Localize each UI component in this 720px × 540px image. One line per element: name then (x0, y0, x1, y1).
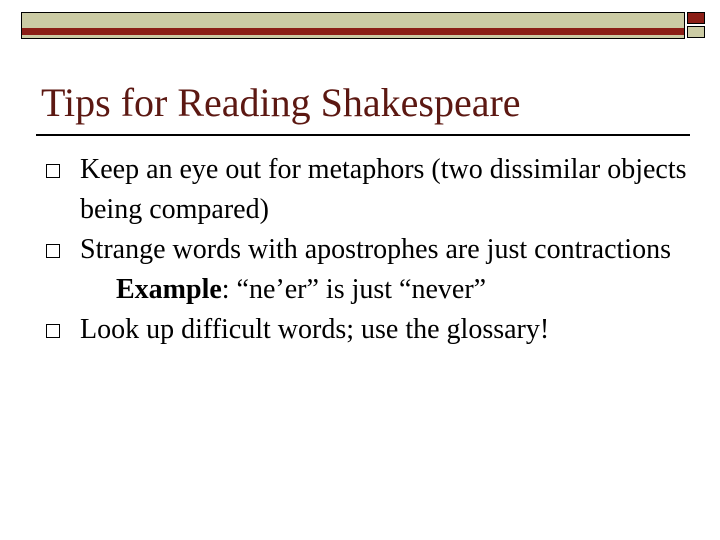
header-decor-band (21, 12, 685, 39)
example-line (46, 270, 696, 310)
hollow-square-bullet-icon (46, 324, 60, 338)
bullet-text: Look up difficult words; use the glossary! (80, 314, 550, 345)
header-corner-squares (687, 12, 709, 38)
bullet-text: Keep an eye out for metaphors (two dissimilar objects being compared) (80, 154, 687, 225)
bullet-item (46, 150, 696, 230)
bullet-item (46, 230, 696, 270)
bullet-list (46, 150, 696, 350)
title-divider (36, 134, 690, 136)
example-label: Example (116, 274, 222, 305)
hollow-square-bullet-icon (46, 164, 60, 178)
bullet-text: Strange words with apostrophes are just contractions (80, 234, 671, 265)
example-text: : “ne’er” is just “never” (221, 274, 487, 305)
slide-title: Tips for Reading Shakespeare (41, 80, 521, 125)
corner-square-red (687, 12, 705, 24)
corner-square-tan (687, 26, 705, 38)
bullet-item (46, 310, 696, 350)
header-decor-stripe (22, 28, 684, 35)
hollow-square-bullet-icon (46, 244, 60, 258)
